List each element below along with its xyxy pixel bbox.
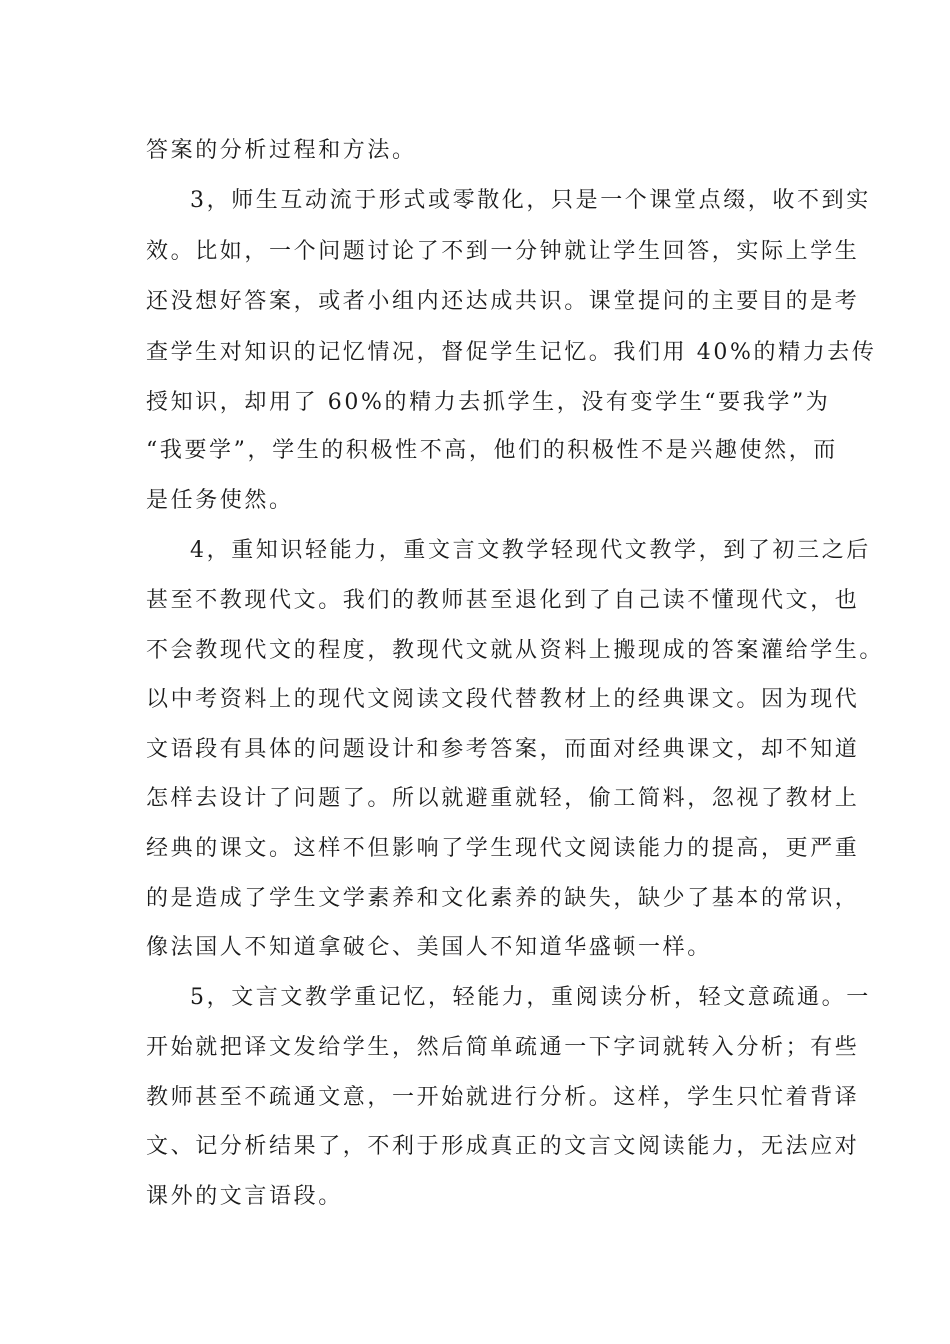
text-line: 是任务使然。: [146, 488, 294, 513]
text-line: 文语段有具体的问题设计和参考答案，而面对经典课文，却不知道: [146, 737, 860, 762]
text-line: 查学生对知识的记忆情况，督促学生记忆。我们用 40%的精力去传: [146, 340, 877, 365]
text-line: 文、记分析结果了，不利于形成真正的文言文阅读能力，无法应对: [146, 1134, 860, 1159]
text-line: 授知识，却用了 60%的精力去抓学生，没有变学生“要我学”为: [146, 390, 831, 415]
text-line: 怎样去设计了问题了。所以就避重就轻，偷工简料，忽视了教材上: [146, 786, 860, 811]
text-line: 还没想好答案，或者小组内还达成共识。课堂提问的主要目的是考: [146, 289, 860, 314]
text-line: 以中考资料上的现代文阅读文段代替教材上的经典课文。因为现代: [146, 687, 860, 712]
text-line: 像法国人不知道拿破仑、美国人不知道华盛顿一样。: [146, 935, 712, 960]
paragraph-5-start: 5，文言文教学重记忆，轻能力，重阅读分析，轻文意疏通。一: [190, 985, 871, 1010]
text-line: “我要学”，学生的积极性不高，他们的积极性不是兴趣使然，而: [146, 438, 838, 463]
text-line: 教师甚至不疏通文意，一开始就进行分析。这样，学生只忙着背译: [146, 1085, 860, 1110]
text-line: 答案的分析过程和方法。: [146, 138, 417, 163]
text-line: 经典的课文。这样不但影响了学生现代文阅读能力的提高，更严重: [146, 836, 860, 861]
text-line: 不会教现代文的程度，教现代文就从资料上搬现成的答案灌给学生。: [146, 638, 885, 663]
text-line: 效。比如，一个问题讨论了不到一分钟就让学生回答，实际上学生: [146, 239, 860, 264]
text-line: 的是造成了学生文学素养和文化素养的缺失，缺少了基本的常识，: [146, 886, 860, 911]
paragraph-3-start: 3，师生互动流于形式或零散化，只是一个课堂点缀，收不到实: [190, 188, 871, 213]
text-line: 甚至不教现代文。我们的教师甚至退化到了自己读不懂现代文，也: [146, 588, 860, 613]
text-line: 课外的文言语段。: [146, 1184, 343, 1209]
text-line: 开始就把译文发给学生，然后简单疏通一下字词就转入分析；有些: [146, 1035, 860, 1060]
paragraph-4-start: 4，重知识轻能力，重文言文教学轻现代文教学，到了初三之后: [190, 538, 871, 563]
